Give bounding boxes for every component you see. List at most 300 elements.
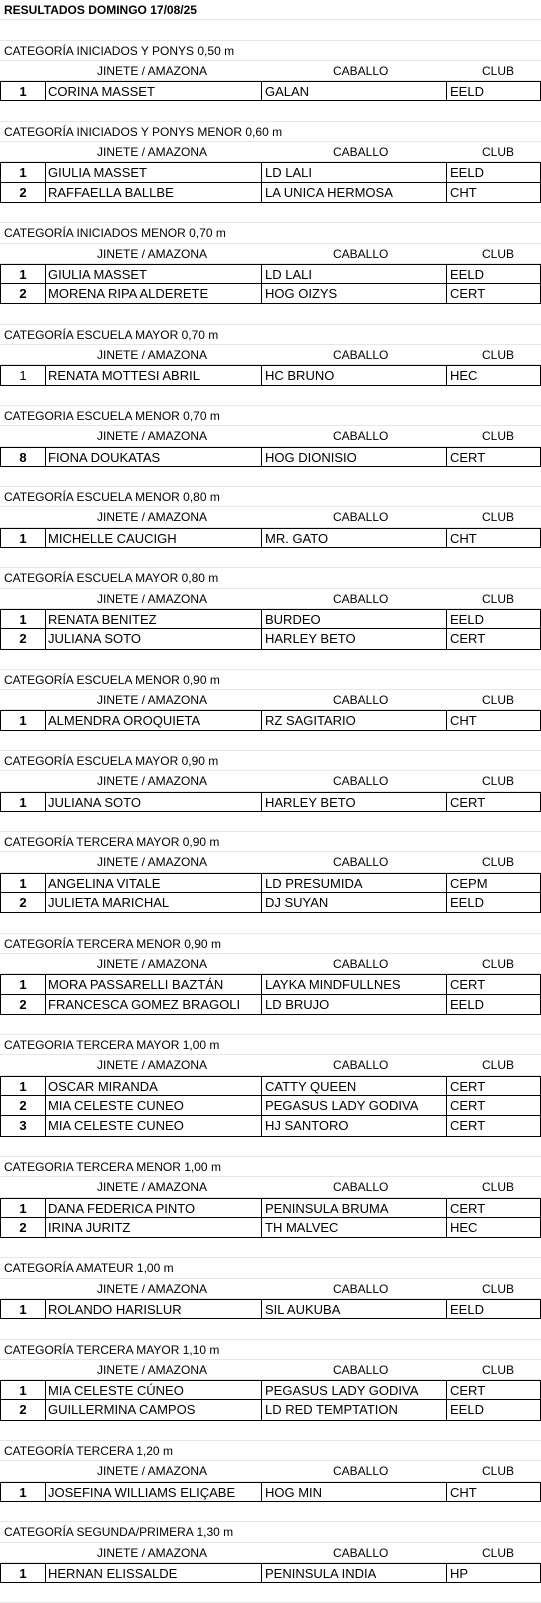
club-cell: EELD bbox=[450, 84, 484, 100]
result-row bbox=[0, 609, 541, 629]
club-cell: EELD bbox=[450, 1302, 484, 1317]
horse-cell: HJ SANTORO bbox=[265, 1118, 349, 1134]
horse-cell: GALAN bbox=[265, 84, 310, 100]
result-row bbox=[0, 873, 541, 893]
club-cell: CERT bbox=[450, 977, 486, 993]
header-club: CLUB bbox=[482, 591, 515, 606]
cell-divider bbox=[261, 163, 262, 181]
cell-divider bbox=[261, 1077, 262, 1095]
result-row bbox=[0, 447, 541, 467]
category-block bbox=[0, 122, 541, 223]
cell-divider bbox=[45, 1564, 46, 1582]
position-cell: 1 bbox=[19, 875, 27, 891]
category-block bbox=[0, 670, 541, 751]
horse-cell: HOG DIONISIO bbox=[265, 449, 357, 465]
category-title: CATEGORÍA INICIADOS Y PONYS 0,50 m bbox=[0, 41, 541, 61]
category-block bbox=[0, 1522, 541, 1603]
position-cell: 1 bbox=[19, 266, 27, 282]
cell-divider bbox=[45, 1300, 46, 1318]
category-block bbox=[0, 1035, 541, 1157]
cell-divider bbox=[261, 1381, 262, 1399]
cell-divider bbox=[261, 82, 262, 100]
header-club: CLUB bbox=[482, 145, 515, 160]
horse-cell: SIL AUKUBA bbox=[265, 1302, 341, 1317]
cell-divider bbox=[45, 793, 46, 811]
blank-row bbox=[0, 812, 541, 832]
result-row bbox=[0, 893, 541, 913]
header-club: CLUB bbox=[482, 348, 515, 363]
cell-divider bbox=[261, 529, 262, 547]
cell-divider bbox=[261, 1199, 262, 1217]
horse-cell: LA UNICA HERMOSA bbox=[265, 184, 393, 200]
cell-divider bbox=[45, 1400, 46, 1419]
blank-row bbox=[0, 1421, 541, 1441]
category-title: CATEGORÍA TERCERA MENOR 0,90 m bbox=[0, 934, 541, 954]
position-cell: 2 bbox=[19, 1098, 27, 1114]
position-cell: 1 bbox=[19, 1302, 27, 1317]
horse-cell: PEGASUS LADY GODIVA bbox=[265, 1098, 419, 1114]
position-cell: 2 bbox=[19, 895, 27, 911]
cell-divider bbox=[45, 284, 46, 303]
result-row bbox=[0, 1380, 541, 1400]
cell-divider bbox=[261, 1400, 262, 1419]
blank-row bbox=[0, 913, 541, 933]
club-cell: EELD bbox=[450, 165, 484, 181]
blank-row bbox=[0, 1583, 541, 1603]
column-header-row bbox=[0, 507, 541, 527]
header-club: CLUB bbox=[482, 774, 515, 789]
column-header-row bbox=[0, 771, 541, 791]
column-header-row bbox=[0, 1055, 541, 1075]
column-header-row bbox=[0, 589, 541, 609]
blank-row bbox=[0, 1137, 541, 1157]
header-rider: JINETE / AMAZONA bbox=[97, 429, 208, 444]
rider-cell: GIULIA MASSET bbox=[48, 165, 147, 181]
cell-divider bbox=[261, 284, 262, 303]
category-title: CATEGORIA TERCERA MAYOR 1,00 m bbox=[0, 1035, 541, 1055]
result-row bbox=[0, 1299, 541, 1319]
category-block bbox=[0, 934, 541, 1035]
rider-cell: FIONA DOUKATAS bbox=[48, 449, 161, 465]
header-horse: CABALLO bbox=[333, 693, 389, 708]
cell-divider bbox=[45, 448, 46, 466]
header-club: CLUB bbox=[482, 956, 515, 971]
club-cell: EELD bbox=[450, 895, 484, 911]
header-rider: JINETE / AMAZONA bbox=[97, 956, 208, 971]
position-cell: 1 bbox=[19, 530, 27, 546]
header-horse: CABALLO bbox=[333, 1058, 389, 1073]
club-cell: CHT bbox=[450, 713, 477, 729]
rider-cell: DANA FEDERICA PINTO bbox=[48, 1200, 196, 1216]
cell-divider bbox=[446, 183, 447, 202]
header-horse: CABALLO bbox=[333, 348, 389, 363]
category-list bbox=[0, 41, 541, 1603]
header-horse: CABALLO bbox=[333, 510, 389, 525]
rider-cell: RAFFAELLA BALLBE bbox=[48, 184, 174, 200]
blank-row bbox=[0, 1015, 541, 1035]
cell-divider bbox=[446, 284, 447, 303]
club-cell: CERT bbox=[450, 1078, 486, 1094]
horse-cell: PENINSULA INDIA bbox=[265, 1565, 377, 1581]
result-row bbox=[0, 183, 541, 203]
position-cell: 1 bbox=[19, 368, 27, 384]
rider-cell: JOSEFINA WILLIAMS ELIÇABE bbox=[48, 1484, 236, 1500]
horse-cell: HC BRUNO bbox=[265, 368, 335, 384]
cell-divider bbox=[446, 1483, 447, 1501]
header-club: CLUB bbox=[482, 855, 515, 870]
category-title: CATEGORÍA TERCERA 1,20 m bbox=[0, 1441, 541, 1461]
column-header-row bbox=[0, 852, 541, 872]
header-rider: JINETE / AMAZONA bbox=[97, 1281, 208, 1296]
category-title: CATEGORÍA ESCUELA MENOR 0,90 m bbox=[0, 670, 541, 690]
category-title: CATEGORÍA ESCUELA MENOR 0,80 m bbox=[0, 487, 541, 507]
position-cell: 1 bbox=[19, 1200, 27, 1216]
cell-divider bbox=[261, 183, 262, 202]
header-horse: CABALLO bbox=[333, 145, 389, 160]
rider-cell: MIA CELESTE CUNEO bbox=[48, 1118, 184, 1134]
result-row bbox=[0, 1563, 541, 1583]
cell-divider bbox=[45, 82, 46, 100]
cell-divider bbox=[45, 1483, 46, 1501]
category-block bbox=[0, 1340, 541, 1441]
header-rider: JINETE / AMAZONA bbox=[97, 1058, 208, 1073]
result-row bbox=[0, 1400, 541, 1420]
header-club: CLUB bbox=[482, 1180, 515, 1195]
column-header-row bbox=[0, 1461, 541, 1481]
header-club: CLUB bbox=[482, 510, 515, 525]
cell-divider bbox=[45, 183, 46, 202]
result-row bbox=[0, 284, 541, 304]
cell-divider bbox=[261, 610, 262, 628]
cell-divider bbox=[446, 1381, 447, 1399]
blank-row bbox=[0, 1502, 541, 1522]
result-row bbox=[0, 792, 541, 812]
header-rider: JINETE / AMAZONA bbox=[97, 1180, 208, 1195]
cell-divider bbox=[446, 448, 447, 466]
position-cell: 1 bbox=[19, 165, 27, 181]
cell-divider bbox=[446, 610, 447, 628]
header-rider: JINETE / AMAZONA bbox=[97, 1545, 208, 1560]
cell-divider bbox=[261, 893, 262, 912]
cell-divider bbox=[45, 610, 46, 628]
cell-divider bbox=[45, 366, 46, 384]
cell-divider bbox=[261, 366, 262, 384]
club-cell: CERT bbox=[450, 1383, 486, 1399]
cell-divider bbox=[45, 1096, 46, 1115]
header-rider: JINETE / AMAZONA bbox=[97, 246, 208, 261]
header-horse: CABALLO bbox=[333, 246, 389, 261]
club-cell: CERT bbox=[450, 449, 486, 465]
rider-cell: MORA PASSARELLI BAZTÁN bbox=[48, 977, 224, 993]
header-horse: CABALLO bbox=[333, 774, 389, 789]
rider-cell: MIA CELESTE CUNEO bbox=[48, 1098, 184, 1114]
cell-divider bbox=[261, 265, 262, 283]
cell-divider bbox=[446, 874, 447, 892]
header-rider: JINETE / AMAZONA bbox=[97, 145, 208, 160]
rider-cell: IRINA JURITZ bbox=[48, 1219, 131, 1235]
blank-row bbox=[0, 1319, 541, 1339]
result-row bbox=[0, 710, 541, 730]
club-cell: CEPM bbox=[450, 875, 488, 891]
header-rider: JINETE / AMAZONA bbox=[97, 63, 208, 78]
position-cell: 2 bbox=[19, 996, 27, 1012]
cell-divider bbox=[446, 1218, 447, 1237]
category-title: CATEGORÍA ESCUELA MAYOR 0,90 m bbox=[0, 751, 541, 771]
rider-cell: JULIANA SOTO bbox=[48, 794, 141, 810]
rider-cell: RENATA BENITEZ bbox=[48, 611, 157, 627]
cell-divider bbox=[261, 975, 262, 993]
header-horse: CABALLO bbox=[333, 429, 389, 444]
horse-cell: LD LALI bbox=[265, 165, 312, 181]
header-club: CLUB bbox=[482, 1281, 515, 1296]
horse-cell: HARLEY BETO bbox=[265, 631, 356, 647]
blank-row bbox=[0, 20, 541, 40]
horse-cell: TH MALVEC bbox=[265, 1219, 339, 1235]
category-title: CATEGORÍA SEGUNDA/PRIMERA 1,30 m bbox=[0, 1522, 541, 1542]
horse-cell: BURDEO bbox=[265, 611, 321, 627]
cell-divider bbox=[45, 711, 46, 729]
category-block bbox=[0, 1157, 541, 1258]
position-cell: 2 bbox=[19, 1219, 27, 1235]
category-block bbox=[0, 487, 541, 568]
category-title: CATEGORÍA INICIADOS MENOR 0,70 m bbox=[0, 223, 541, 243]
position-cell: 1 bbox=[19, 794, 27, 810]
header-club: CLUB bbox=[482, 429, 515, 444]
rider-cell: GIULIA MASSET bbox=[48, 266, 147, 282]
cell-divider bbox=[446, 1300, 447, 1318]
position-cell: 2 bbox=[19, 631, 27, 647]
position-cell: 1 bbox=[19, 713, 27, 729]
cell-divider bbox=[261, 448, 262, 466]
category-title: CATEGORÍA TERCERA MAYOR 0,90 m bbox=[0, 832, 541, 852]
rider-cell: MORENA RIPA ALDERETE bbox=[48, 286, 209, 302]
category-title: CATEGORIA TERCERA MENOR 1,00 m bbox=[0, 1157, 541, 1177]
blank-row bbox=[0, 203, 541, 223]
cell-divider bbox=[446, 893, 447, 912]
category-block bbox=[0, 1441, 541, 1522]
cell-divider bbox=[261, 1116, 262, 1135]
header-club: CLUB bbox=[482, 693, 515, 708]
cell-divider bbox=[45, 1218, 46, 1237]
header-rider: JINETE / AMAZONA bbox=[97, 1464, 208, 1479]
cell-divider bbox=[45, 975, 46, 993]
header-horse: CABALLO bbox=[333, 855, 389, 870]
cell-divider bbox=[261, 1483, 262, 1501]
horse-cell: LAYKA MINDFULLNES bbox=[265, 977, 401, 993]
header-club: CLUB bbox=[482, 1058, 515, 1073]
category-title: CATEGORIA ESCUELA MENOR 0,70 m bbox=[0, 406, 541, 426]
cell-divider bbox=[446, 529, 447, 547]
rider-cell: CORINA MASSET bbox=[48, 84, 155, 100]
header-rider: JINETE / AMAZONA bbox=[97, 774, 208, 789]
cell-divider bbox=[261, 711, 262, 729]
category-title: CATEGORÍA AMATEUR 1,00 m bbox=[0, 1258, 541, 1278]
column-header-row bbox=[0, 61, 541, 81]
horse-cell: PENINSULA BRUMA bbox=[265, 1200, 389, 1216]
blank-row bbox=[0, 731, 541, 751]
cell-divider bbox=[261, 1564, 262, 1582]
cell-divider bbox=[45, 529, 46, 547]
cell-divider bbox=[446, 1564, 447, 1582]
horse-cell: DJ SUYAN bbox=[265, 895, 329, 911]
cell-divider bbox=[446, 793, 447, 811]
result-row bbox=[0, 162, 541, 182]
cell-divider bbox=[45, 1381, 46, 1399]
cell-divider bbox=[45, 874, 46, 892]
cell-divider bbox=[446, 629, 447, 648]
header-club: CLUB bbox=[482, 1545, 515, 1560]
category-title: CATEGORÍA ESCUELA MAYOR 0,80 m bbox=[0, 568, 541, 588]
header-horse: CABALLO bbox=[333, 1545, 389, 1560]
category-title: CATEGORÍA INICIADOS Y PONYS MENOR 0,60 m bbox=[0, 122, 541, 142]
header-horse: CABALLO bbox=[333, 1464, 389, 1479]
cell-divider bbox=[45, 163, 46, 181]
rider-cell: ROLANDO HARISLUR bbox=[48, 1302, 182, 1317]
club-cell: EELD bbox=[450, 1402, 484, 1418]
cell-divider bbox=[446, 366, 447, 384]
position-cell: 1 bbox=[19, 1078, 27, 1094]
cell-divider bbox=[446, 975, 447, 993]
club-cell: HEC bbox=[450, 1219, 478, 1235]
horse-cell: MR. GATO bbox=[265, 530, 329, 546]
rider-cell: ANGELINA VITALE bbox=[48, 875, 161, 891]
club-cell: CERT bbox=[450, 1098, 486, 1114]
header-rider: JINETE / AMAZONA bbox=[97, 855, 208, 870]
club-cell: CHT bbox=[450, 184, 477, 200]
header-horse: CABALLO bbox=[333, 1362, 389, 1377]
column-header-row bbox=[0, 690, 541, 710]
position-cell: 1 bbox=[19, 977, 27, 993]
column-header-row bbox=[0, 954, 541, 974]
cell-divider bbox=[45, 265, 46, 283]
club-cell: EELD bbox=[450, 266, 484, 282]
cell-divider bbox=[446, 163, 447, 181]
rider-cell: HERNAN ELISSALDE bbox=[48, 1565, 178, 1581]
result-row bbox=[0, 1218, 541, 1238]
cell-divider bbox=[261, 874, 262, 892]
cell-divider bbox=[261, 793, 262, 811]
cell-divider bbox=[446, 1116, 447, 1135]
category-block bbox=[0, 223, 541, 324]
club-cell: CERT bbox=[450, 1200, 486, 1216]
position-cell: 1 bbox=[19, 1383, 27, 1399]
rider-cell: ALMENDRA OROQUIETA bbox=[48, 713, 201, 729]
rider-cell: JULIETA MARICHAL bbox=[48, 895, 170, 911]
column-header-row bbox=[0, 244, 541, 264]
position-cell: 1 bbox=[19, 611, 27, 627]
rider-cell: RENATA MOTTESI ABRIL bbox=[48, 368, 200, 384]
horse-cell: LD RED TEMPTATION bbox=[265, 1402, 398, 1418]
category-title: CATEGORÍA ESCUELA MAYOR 0,70 m bbox=[0, 325, 541, 345]
cell-divider bbox=[45, 893, 46, 912]
category-block bbox=[0, 751, 541, 832]
category-block bbox=[0, 41, 541, 122]
header-rider: JINETE / AMAZONA bbox=[97, 348, 208, 363]
position-cell: 3 bbox=[19, 1118, 27, 1134]
cell-divider bbox=[261, 995, 262, 1014]
rider-cell: MICHELLE CAUCIGH bbox=[48, 530, 177, 546]
category-block bbox=[0, 832, 541, 933]
header-rider: JINETE / AMAZONA bbox=[97, 591, 208, 606]
cell-divider bbox=[446, 82, 447, 100]
blank-row bbox=[0, 548, 541, 568]
position-cell: 1 bbox=[19, 1565, 27, 1581]
result-row bbox=[0, 995, 541, 1015]
result-row bbox=[0, 1076, 541, 1096]
club-cell: CERT bbox=[450, 1118, 486, 1134]
cell-divider bbox=[446, 1096, 447, 1115]
rider-cell: GUILLERMINA CAMPOS bbox=[48, 1402, 196, 1418]
cell-divider bbox=[261, 629, 262, 648]
result-row bbox=[0, 1096, 541, 1116]
cell-divider bbox=[446, 265, 447, 283]
club-cell: CERT bbox=[450, 794, 486, 810]
horse-cell: HOG OIZYS bbox=[265, 286, 338, 302]
position-cell: 8 bbox=[19, 449, 27, 465]
category-block bbox=[0, 1258, 541, 1339]
result-row bbox=[0, 1198, 541, 1218]
horse-cell: RZ SAGITARIO bbox=[265, 713, 356, 729]
header-horse: CABALLO bbox=[333, 63, 389, 78]
club-cell: CHT bbox=[450, 530, 477, 546]
cell-divider bbox=[261, 1218, 262, 1237]
blank-row bbox=[0, 101, 541, 121]
club-cell: CERT bbox=[450, 286, 486, 302]
cell-divider bbox=[45, 629, 46, 648]
result-row bbox=[0, 365, 541, 385]
result-row bbox=[0, 264, 541, 284]
cell-divider bbox=[45, 1077, 46, 1095]
result-row bbox=[0, 81, 541, 101]
column-header-row bbox=[0, 345, 541, 365]
cell-divider bbox=[45, 995, 46, 1014]
category-block bbox=[0, 568, 541, 669]
cell-divider bbox=[446, 1077, 447, 1095]
horse-cell: LD PRESUMIDA bbox=[265, 875, 363, 891]
header-horse: CABALLO bbox=[333, 1180, 389, 1195]
cell-divider bbox=[446, 711, 447, 729]
column-header-row bbox=[0, 1543, 541, 1563]
column-header-row bbox=[0, 426, 541, 446]
blank-row bbox=[0, 304, 541, 324]
rider-cell: MIA CELESTE CÚNEO bbox=[48, 1383, 184, 1399]
cell-divider bbox=[261, 1096, 262, 1115]
club-cell: CHT bbox=[450, 1484, 477, 1500]
blank-row bbox=[0, 467, 541, 487]
result-row bbox=[0, 629, 541, 649]
horse-cell: HARLEY BETO bbox=[265, 794, 356, 810]
rider-cell: JULIANA SOTO bbox=[48, 631, 141, 647]
column-header-row bbox=[0, 1279, 541, 1299]
column-header-row bbox=[0, 1177, 541, 1197]
position-cell: 1 bbox=[19, 84, 27, 100]
club-cell: CERT bbox=[450, 631, 486, 647]
position-cell: 1 bbox=[19, 1484, 27, 1500]
category-block bbox=[0, 325, 541, 406]
horse-cell: HOG MIN bbox=[265, 1484, 323, 1500]
position-cell: 2 bbox=[19, 1402, 27, 1418]
header-club: CLUB bbox=[482, 1464, 515, 1479]
cell-divider bbox=[261, 1300, 262, 1318]
header-club: CLUB bbox=[482, 246, 515, 261]
page-title: RESULTADOS DOMINGO 17/08/25 bbox=[0, 0, 541, 20]
header-rider: JINETE / AMAZONA bbox=[97, 693, 208, 708]
blank-row bbox=[0, 386, 541, 406]
cell-divider bbox=[446, 1400, 447, 1419]
position-cell: 2 bbox=[19, 184, 27, 200]
horse-cell: LD BRUJO bbox=[265, 996, 330, 1012]
cell-divider bbox=[45, 1199, 46, 1217]
